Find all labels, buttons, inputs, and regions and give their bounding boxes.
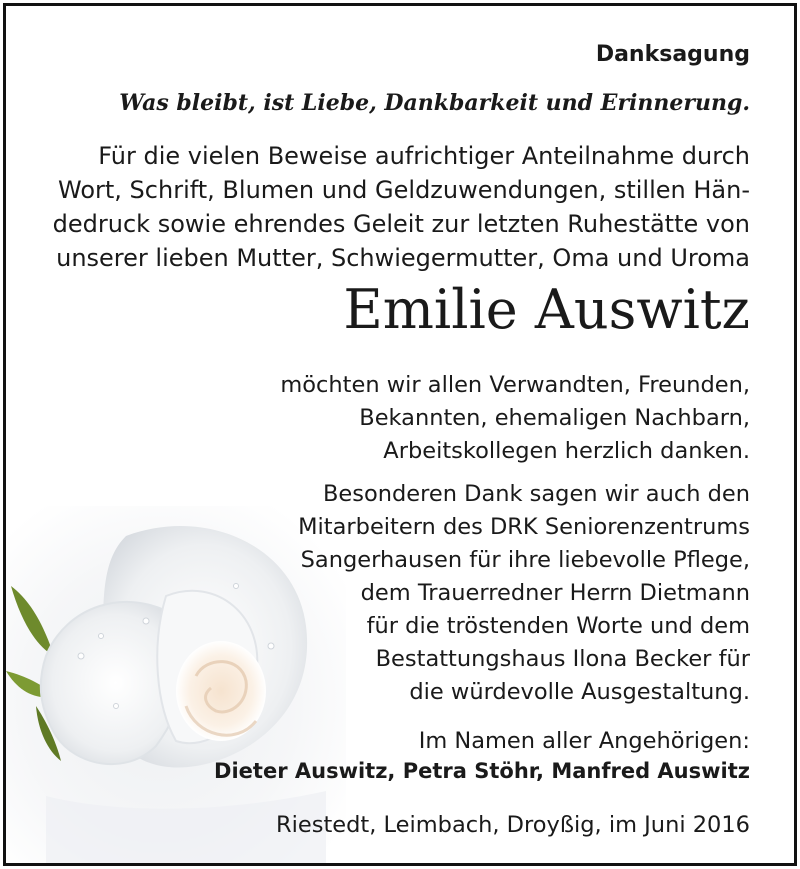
- special-thanks-line: Bestattungshaus Ilona Becker für: [375, 646, 750, 672]
- notice-heading: Danksagung: [595, 42, 750, 67]
- motto: Was bleibt, ist Liebe, Dankbarkeit und Erinnerung.: [119, 90, 750, 116]
- intro-line: dedruck sowie ehrendes Geleit zur letzten Ruhestätte von: [52, 210, 750, 238]
- special-thanks-line: die würdevolle Ausgestaltung.: [409, 679, 750, 705]
- special-thanks-line: für die tröstenden Worte und dem: [366, 613, 750, 639]
- intro-line: Wort, Schrift, Blumen und Geldzuwendungen, stillen Hän-: [58, 176, 750, 204]
- deceased-name: Emilie Auswitz: [343, 278, 750, 341]
- intro-line: Für die vielen Beweise aufrichtiger Anteilnahme durch: [98, 142, 750, 170]
- obituary-notice: [3, 3, 797, 866]
- special-thanks-line: dem Trauerredner Herrn Dietmann: [360, 580, 750, 606]
- special-thanks-line: Mitarbeitern des DRK Seniorenzentrums: [298, 514, 750, 540]
- on-behalf-line: Im Namen aller Angehörigen:: [418, 728, 750, 754]
- special-thanks-line: Besonderen Dank sagen wir auch den: [322, 481, 750, 507]
- place-date: Riestedt, Leimbach, Droyßig, im Juni 2016: [276, 812, 750, 838]
- intro-line: unserer lieben Mutter, Schwiegermutter, Oma und Uroma: [56, 244, 750, 272]
- thanks-line: Arbeitskollegen herzlich danken.: [383, 438, 750, 464]
- thanks-line: Bekannten, ehemaligen Nachbarn,: [359, 405, 750, 431]
- signers: Dieter Auswitz, Petra Stöhr, Manfred Auswitz: [214, 759, 750, 783]
- special-thanks-line: Sangerhausen für ihre liebevolle Pflege,: [300, 547, 750, 573]
- thanks-line: möchten wir allen Verwandten, Freunden,: [280, 372, 750, 398]
